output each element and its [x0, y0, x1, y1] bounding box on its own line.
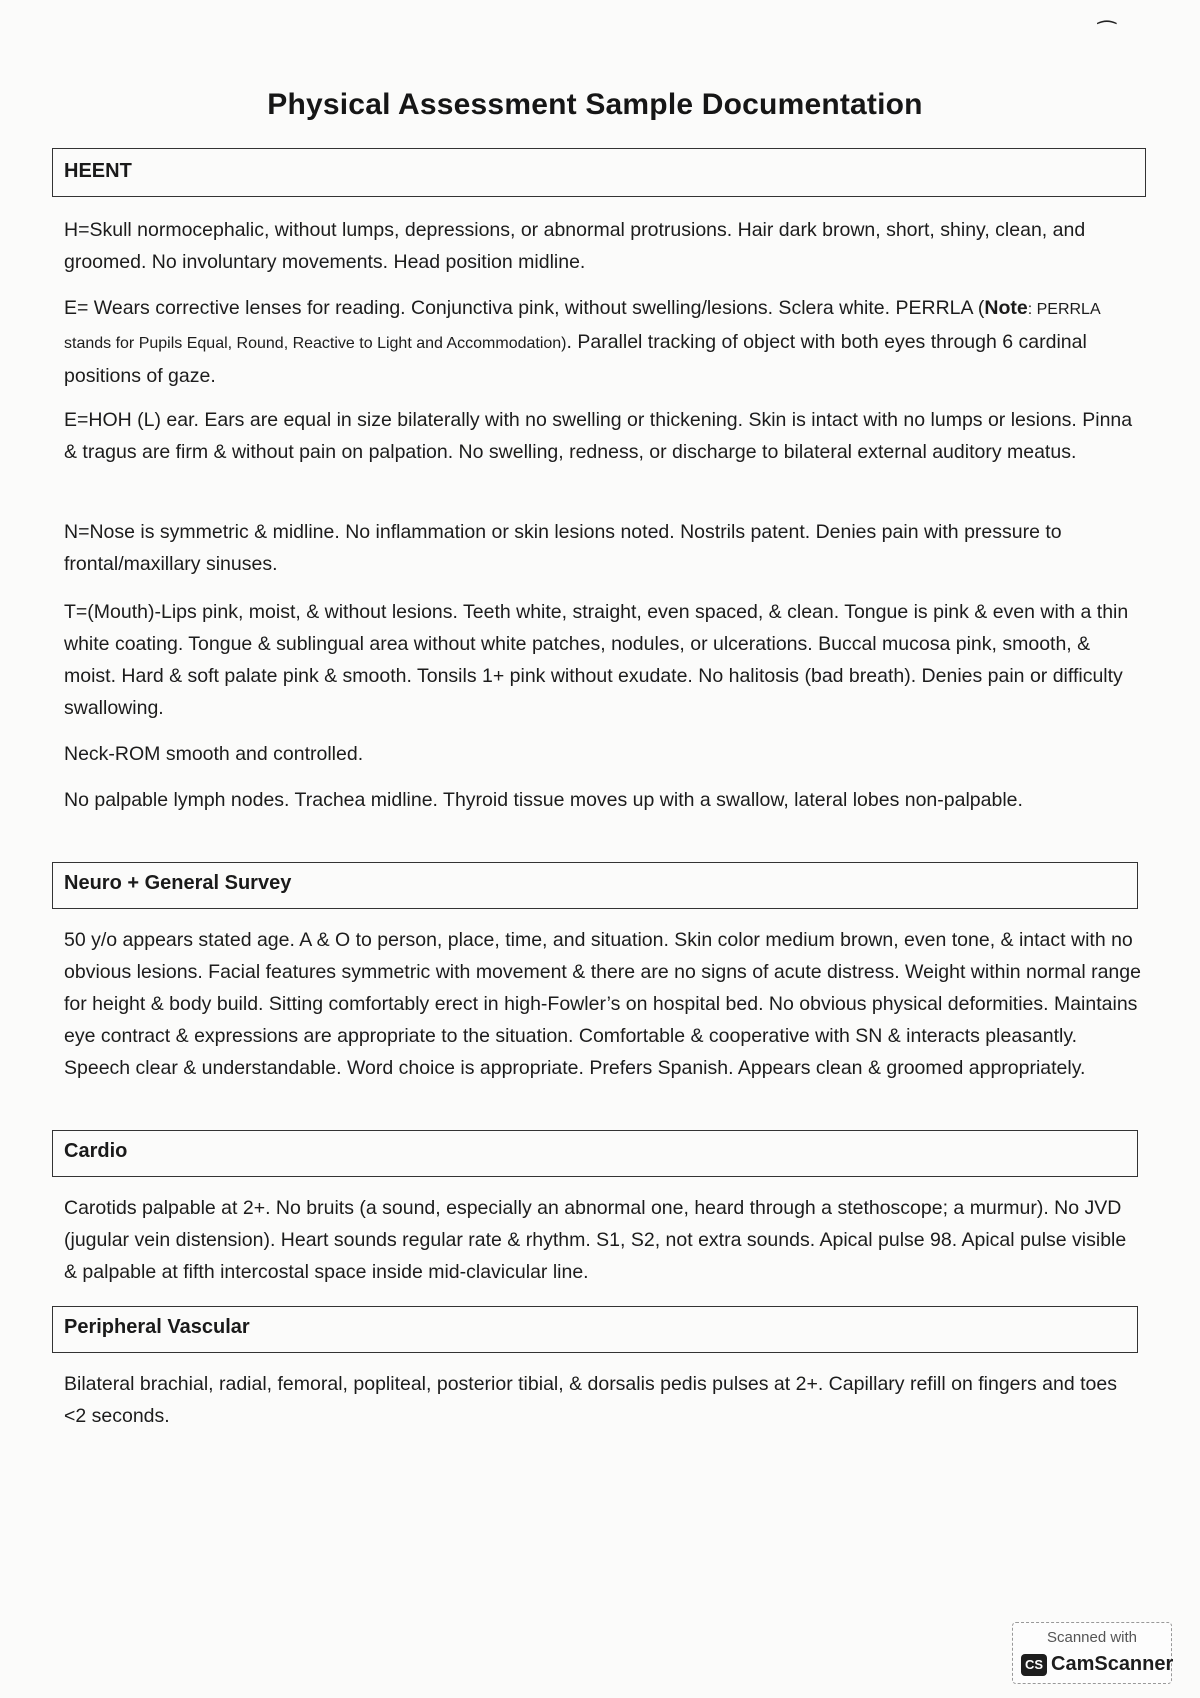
heent-e-eyes-text-a: E= Wears corrective lenses for reading. Conjunctiva pink, without swelling/lesions. Sclera white. PERRLA (	[64, 297, 985, 319]
cardio-header: Cardio	[64, 1140, 128, 1162]
neuro-paragraph: 50 y/o appears stated age. A & O to person, place, time, and situation. Skin color medium brown, even tone, & intact with no obvious lesions. Facial features symmetric with movement & there are no signs of acute distress. Weight within normal range for height & body build. Sitting comfortably erect in high-Fowler’s on hospital bed. No obvious physical deformities. Maintains eye contract & expressions are appropriate to the situation. Comfortable & cooperative with SN & interacts pleasantly. Speech clear & understandable. Word choice is appropriate. Prefers Spanish. Appears clean & groomed appropriately.	[64, 929, 1141, 1079]
camscanner-logo-icon: CS	[1021, 1654, 1047, 1676]
heent-header: HEENT	[64, 160, 132, 182]
stamp-line1: Scanned with	[1046, 1629, 1138, 1646]
heent-e-eyes-note-label: Note	[984, 297, 1028, 319]
peripheral-paragraph: Bilateral brachial, radial, femoral, popliteal, posterior tibial, & dorsalis pedis pulses at 2+. Capillary refill on fingers and toes <2 seconds.	[64, 1373, 1117, 1427]
heent-e-ears-paragraph: E=HOH (L) ear. Ears are equal in size bilaterally with no swelling or thickening. Skin is intact with no lumps or lesions. Pinna & tragus are firm & without pain on palpation. No swelling, redness, or discharge to bilateral external auditory meatus.	[64, 409, 1133, 463]
heent-neck-paragraph: Neck-ROM smooth and controlled.	[64, 743, 364, 765]
cardio-paragraph: Carotids palpable at 2+. No bruits (a sound, especially an abnormal one, heard through a stethoscope; a murmur). No JVD (jugular vein distension). Heart sounds regular rate & rhythm. S1, S2, not extra sounds. Apical pulse 98. Apical pulse visible & palpable at fifth intercostal space inside mid-clavicular line.	[64, 1197, 1127, 1283]
heent-n-paragraph: N=Nose is symmetric & midline. No inflammation or skin lesions noted. Nostrils patent. Denies pain with pressure to frontal/maxillary sinuses.	[64, 521, 1062, 575]
neuro-header: Neuro + General Survey	[64, 872, 292, 894]
heent-h-paragraph: H=Skull normocephalic, without lumps, depressions, or abnormal protrusions. Hair dark brown, short, shiny, clean, and groomed. No involuntary movements. Head position midline.	[64, 219, 1086, 273]
camscanner-stamp	[1012, 1622, 1172, 1684]
heent-lymph-paragraph: No palpable lymph nodes. Trachea midline. Thyroid tissue moves up with a swallow, lateral lobes non-palpable.	[64, 789, 1023, 811]
heent-e-eyes-paragraph	[64, 292, 1142, 392]
heent-e-eyes-note-text: : PERRLA stands for Pupils Equal, Round, Reactive to Light and Accommodation)	[64, 301, 1100, 352]
page-title: Physical Assessment Sample Documentation	[267, 88, 923, 121]
heent-e-eyes-text-b: . Parallel tracking of object with both eyes through 6 cardinal positions of gaze.	[64, 331, 1087, 387]
heent-t-paragraph: T=(Mouth)-Lips pink, moist, & without lesions. Teeth white, straight, even spaced, & clean. Tongue is pink & even with a thin white coating. Tongue & sublingual area without white patches, nodules, or ulcerations. Buccal mucosa pink, smooth, & moist. Hard & soft palate pink & smooth. Tonsils 1+ pink without exudate. No halitosis (bad breath). Denies pain or difficulty swallowing.	[64, 601, 1129, 719]
peripheral-header: Peripheral Vascular	[64, 1316, 250, 1338]
heent-header-box	[52, 148, 1146, 197]
cardio-header-box	[52, 1130, 1138, 1177]
corner-mark: ⁀	[1098, 22, 1116, 47]
stamp-line2: CamScanner	[1051, 1653, 1174, 1675]
